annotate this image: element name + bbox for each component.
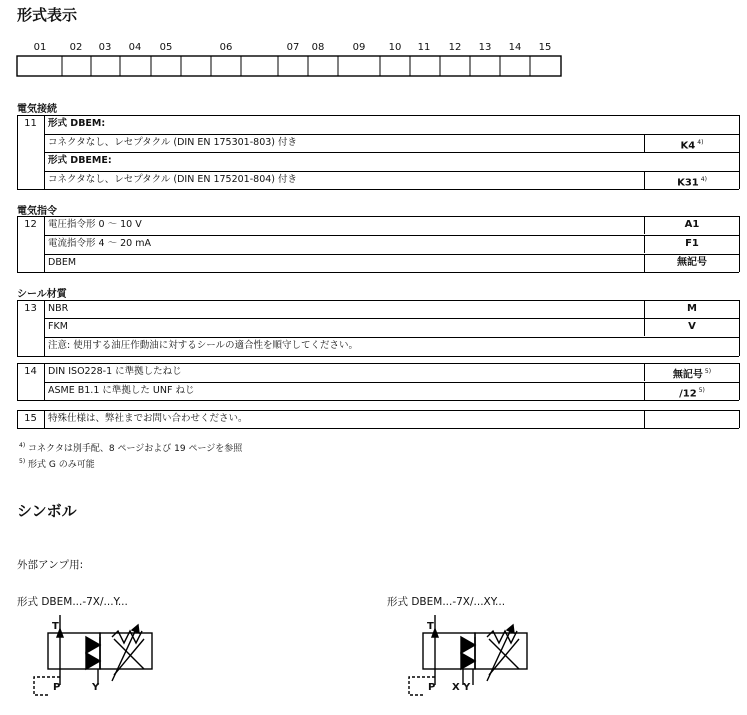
position-label: 02 — [69, 42, 83, 53]
position-label: 09 — [352, 42, 366, 53]
order-code: 無記号 $^{5)}$ — [644, 363, 739, 381]
section-title-electrical-connection: 電気接続 — [17, 104, 57, 115]
order-code: A1 — [644, 216, 739, 234]
option-description: DIN ISO228-1 に準拠したねじ — [48, 366, 182, 377]
port-label: T — [427, 621, 434, 632]
table-row — [17, 318, 739, 336]
option-description: 電圧指令形 0 〜 10 V — [48, 219, 142, 230]
hydraulic-symbol-dbem-y — [20, 615, 170, 715]
symbol-section-title: シンボル — [17, 502, 77, 520]
option-description: コネクタなし、レセプタクル (DIN EN 175301-803) 付き — [48, 137, 298, 148]
seal-note: 注意: 使用する油圧作動油に対するシールの適合性を順守してください。 — [48, 340, 359, 351]
option-description: DBEM — [48, 257, 77, 268]
table-row — [17, 363, 739, 381]
group-heading: 形式 DBEM: — [48, 118, 106, 129]
row-number: 15 — [24, 413, 37, 424]
position-label: 13 — [478, 42, 492, 53]
order-code: V — [644, 318, 739, 336]
row-number: 13 — [24, 303, 37, 314]
option-description: 電流指令形 4 〜 20 mA — [48, 238, 151, 249]
position-label: 07 — [286, 42, 300, 53]
position-label: 14 — [508, 42, 522, 53]
section-title-electrical-command: 電気指令 — [17, 206, 57, 217]
position-label: 03 — [98, 42, 112, 53]
table-row — [17, 235, 739, 253]
order-code: K4 $^{4)}$ — [644, 134, 739, 152]
code-box-strip — [0, 0, 747, 90]
order-code: F1 — [644, 235, 739, 253]
position-label: 06 — [219, 42, 233, 53]
table-row — [17, 134, 739, 152]
order-code: /12 $^{5)}$ — [644, 382, 739, 400]
option-description: FKM — [48, 321, 68, 332]
position-label: 04 — [128, 42, 142, 53]
row-number: 14 — [24, 366, 37, 377]
port-label: P — [428, 682, 436, 693]
table-row — [17, 300, 739, 318]
row-number: 12 — [24, 219, 37, 230]
position-label: 08 — [311, 42, 325, 53]
table-row — [17, 337, 739, 355]
symbol-subtitle: 外部アンプ用: — [17, 559, 84, 571]
table-row — [17, 216, 739, 234]
table-row — [17, 152, 739, 170]
option-description: NBR — [48, 303, 69, 314]
table-row — [17, 171, 739, 189]
table-row — [17, 115, 739, 133]
order-code — [644, 410, 739, 428]
port-label: P — [53, 682, 61, 693]
position-label: 10 — [388, 42, 402, 53]
port-label: Y — [463, 682, 471, 693]
option-description: 特殊仕様は、弊社までお問い合わせください。 — [48, 413, 248, 424]
footnote: $^{4)}$ コネクタは別手配、8 ページおよび 19 ページを参照 — [19, 442, 243, 454]
order-code: K31 $^{4)}$ — [644, 171, 739, 189]
position-label: 15 — [538, 42, 552, 53]
row-number: 11 — [24, 118, 37, 129]
table-row — [17, 254, 739, 272]
port-label: X — [452, 682, 460, 693]
option-description: コネクタなし、レセプタクル (DIN EN 175201-804) 付き — [48, 174, 298, 185]
port-label: T — [52, 621, 59, 632]
port-label: Y — [92, 682, 100, 693]
position-label: 12 — [448, 42, 462, 53]
table-row — [17, 410, 739, 428]
group-heading: 形式 DBEME: — [48, 155, 112, 166]
position-label: 11 — [417, 42, 431, 53]
symbol-caption: 形式 DBEM...-7X/...Y... — [17, 596, 128, 608]
position-label: 01 — [33, 42, 47, 53]
section-title-seal-material: シール材質 — [17, 289, 67, 300]
order-code: 無記号 — [644, 254, 739, 272]
order-code: M — [644, 300, 739, 318]
symbol-caption: 形式 DBEM...-7X/...XY... — [387, 596, 506, 608]
hydraulic-symbol-dbem-xy — [395, 615, 545, 715]
page-title: 形式表示 — [17, 6, 78, 24]
option-description: ASME B1.1 に準拠した UNF ねじ — [48, 385, 195, 396]
position-label: 05 — [159, 42, 173, 53]
footnote: $^{5)}$ 形式 G のみ可能 — [19, 458, 95, 470]
table-row — [17, 382, 739, 400]
